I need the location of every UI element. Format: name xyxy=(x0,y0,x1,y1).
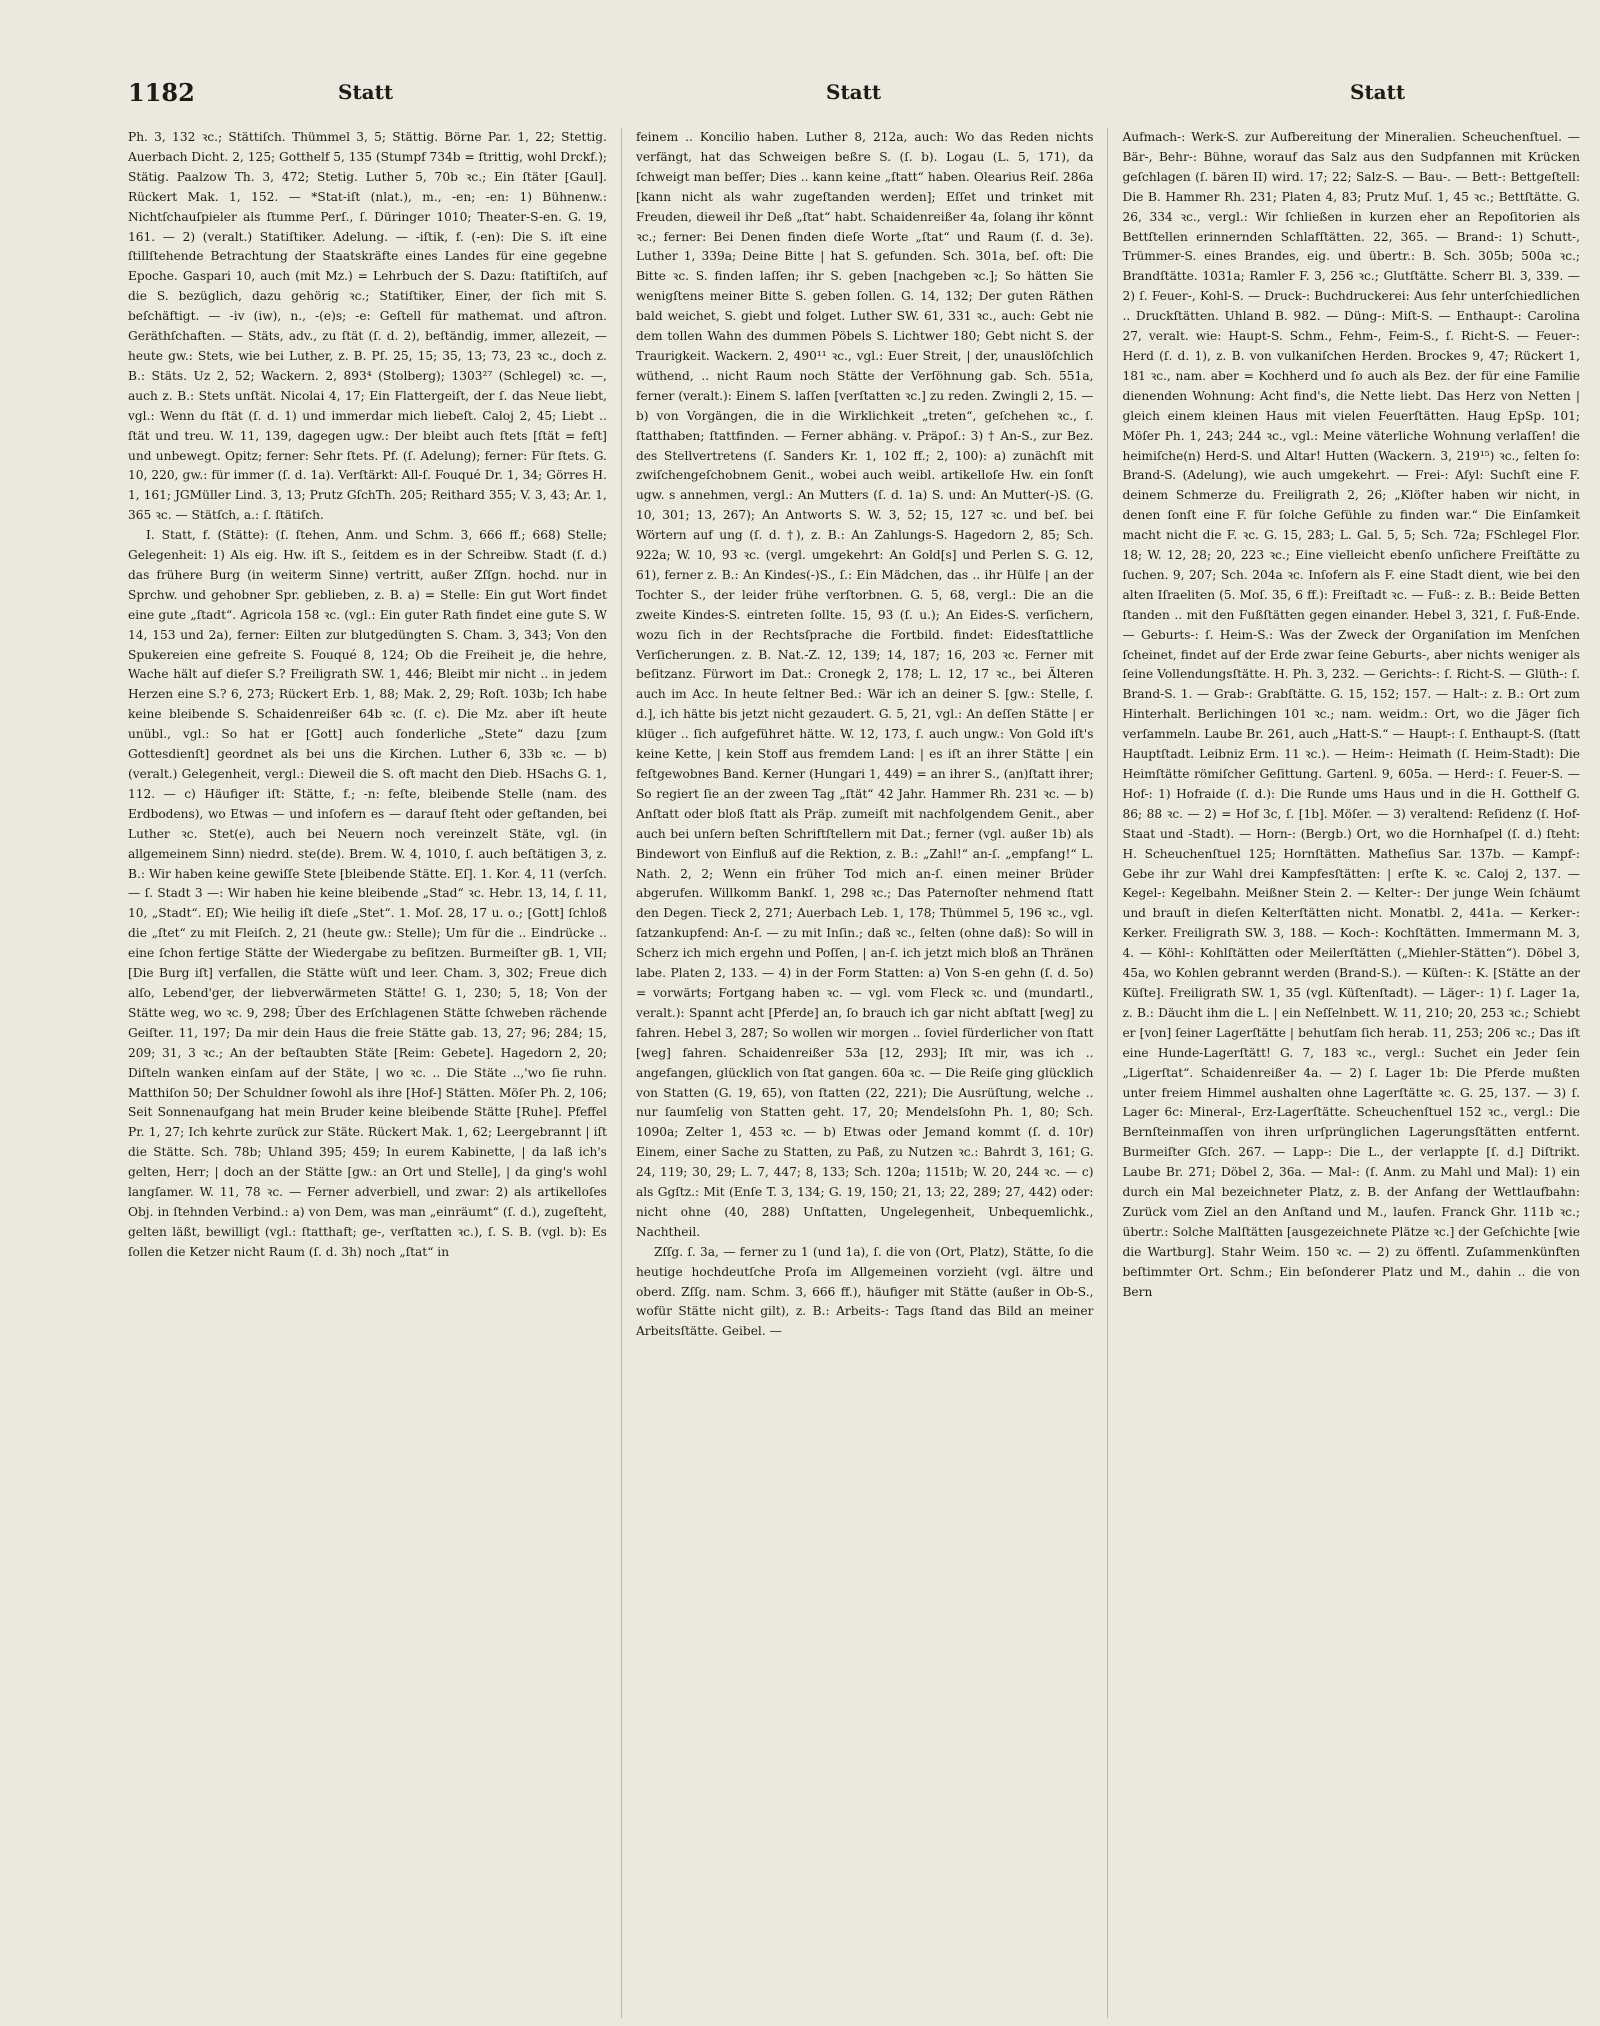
running-head-center: Statt xyxy=(826,80,882,104)
column-left xyxy=(128,128,622,2018)
entry-paragraph: Aufmach-: Werk-S. zur Aufbereitung der Mineralien. Scheuchenſtuel. — Bär-, Behr-: Bühne, worauf das Salz aus den Sudpfannen mit Krücken geſchlagen (ſ. bären II) wird. 17; 22; Salz-S. — Bau-. — Bett-: Bettgeſtell: Die B. Hammer Rh. 231; Platen 4, 83; Prutz Muſ. 1, 45 ꝛc.; Bettſtätte. G. 26, 334 ꝛc., vergl.: Wir ſchließen in kurzen eher an Repoſitorien als Bettſtellen erinnernden Schlafſtätten. 22, 365. — Brand-: 1) Schutt-, Trümmer-S. eines Brandes, eig. und übertr.: B. Sch. 305b; 500a ꝛc.; Brandſtätte. 1031a; Ramler F. 3, 256 ꝛc.; Glutſtätte. Scherr Bl. 3, 339. — 2) ſ. Feuer-, Kohl-S. — Druck-: Buchdruckerei: Aus ſehr unterſchiedlichen .. Druckſtätten. Uhland B. 982. — Düng-: Miſt-S. — Enthaupt-: Carolina 27, veralt. wie: Haupt-S. Schm., Fehm-, Feim-S., ſ. Richt-S. — Feuer-: Herd (ſ. d. 1), z. B. von vulkaniſchen Herden. Brockes 9, 47; Rückert 1, 181 ꝛc., nam. aber = Kochherd und ſo auch als Bez. der für eine Familie dienenden Wohnung: Acht find's, die Nette liebt. Das Herz von Netten | gleich einem kleinen Haus mit vielen Feuerſtätten. Haug EpSp. 101; Möſer Ph. 1, 243; 244 ꝛc., vgl.: Meine väterliche Wohnung verlaſſen! die heimiſche(n) Herd-S. und Altar! Hutten (Wackern. 3, 219¹⁵) ꝛc., ſelten ſo: Brand-S. (Adelung), wie auch umgekehrt. — Frei-: Aſyl: Suchſt eine F. deinem Schmerze du. Freiligrath 2, 26; „Klöſter haben wir nicht, in denen ſonſt eine F. für ſolche Gefühle zu finden war.“ Die Einſamkeit macht nicht die F. ꝛc. G. 15, 283; L. Gal. 5, 5; Sch. 72a; FSchlegel Flor. 18; W. 12, 28; 20, 223 ꝛc.; Eine vielleicht ebenſo unſichere Freiſtätte zu ſuchen. 9, 207; Sch. 204a ꝛc. Inſofern als F. eine Stadt dient, wie bei den alten Iſraeliten (5. Moſ. 35, 6 ff.): Freiſtadt ꝛc. — Fuß-: z. B.: Beide Betten ſtanden .. mit den Fußſtätten gegen einander. Hebel 3, 321, ſ. Fuß-Ende. — Geburts-: ſ. Heim-S.: Was der Zweck der Organiſation im Menſchen ſcheinet, findet auf der Erde zwar ſeine Geburts-, aber nichts weniger als ſeine Vollendungsſtätte. H. Ph. 3, 232. — Gerichts-: ſ. Richt-S. — Glüth-: ſ. Brand-S. 1. — Grab-: Grabſtätte. G. 15, 152; 157. — Halt-: z. B.: Ort zum Hinterhalt. Berlichingen 101 ꝛc.; nam. weidm.: Ort, wo die Jäger ſich verſammeln. Laube Br. 261, auch „Hatt-S.“ — Haupt-: ſ. Enthaupt-S. (ſtatt Hauptſtadt. Leibniz Erm. 11 ꝛc.). — Heim-: Heimath (ſ. Heim-Stadt): Die Heimſtätte römiſcher Geſittung. Gartenl. 9, 605a. — Herd-: ſ. Feuer-S. — Hof-: 1) Hofraide (ſ. d.): Die Runde ums Haus und in die H. Gotthelf G. 86; 88 ꝛc. — 2) = Hof 3c, ſ. [1b]. Möſer. — 3) veraltend: Reſidenz (ſ. Hof-Staat und -Stadt). — Horn-: (Bergb.) Ort, wo die Hornhaſpel (ſ. d.) ſteht: H. Scheuchenſtuel 125; Hornſtätten. Matheſius Sar. 137b. — Kampf-: Gebe ihr zur Wahl drei Kampfesſtätten: | erſte K. ꝛc. Caloj 2, 137. — Kegel-: Kegelbahn. Meißner Stein 2. — Kelter-: Der junge Wein ſchäumt und brauſt in dieſen Kelterſtätten nicht. Monatbl. 2, 441a. — Kerker-: Kerker. Freiligrath SW. 3, 188. — Koch-: Kochſtätten. Immermann M. 3, 4. — Köhl-: Kohlſtätten oder Meilerſtätten („Miehler-Stätten“). Döbel 3, 45a, wo Kohlen gebrannt werden (Brand-S.). — Küſten-: K. [Stätte an der Küſte]. Freiligrath SW. 1, 35 (vgl. Küſtenſtadt). — Läger-: 1) ſ. Lager 1a, z. B.: Däucht ihm die L. | ein Neſſelnbett. W. 11, 210; 20, 253 ꝛc.; Schiebt er [von] ſeiner Lagerſtätte | behutſam ſich herab. 11, 253; 206 ꝛc.; Das iſt eine Hunde-Lagerſtätt! G. 7, 183 ꝛc., vergl.: Suchet ein Jeder ſein „Ligerſtat“. Schaidenreißer 4a. — 2) ſ. Lager 1b: Die Pferde mußten unter freiem Himmel aushalten ohne Lagerſtätte ꝛc. G. 25, 137. — 3) ſ. Lager 6c: Mineral-, Erz-Lagerſtätte. Scheuchenſtuel 152 ꝛc., vergl.: Die Bernſteinmaſſen von ihren urſprünglichen Lagerungsſtätten entfernt. Burmeiſter Gſch. 267. — Lapp-: Die L., der verlappte [ſ. d.] Diſtrikt. Laube Br. 271; Döbel 2, 36a. — Mal-: (ſ. Anm. zu Mahl und Mal): 1) ein durch ein Mal bezeichneter Platz, z. B. der Anfang der Wettlaufbahn: Zurück vom Ziel an den Anſtand und M., laufen. Franck Ghr. 111b ꝛc.; übertr.: Solche Malſtätten [ausgezeichnete Plätze ꝛc.] der Geſchichte [wie die Wartburg]. Stahr Weim. 150 ꝛc. — 2) zu öffentl. Zuſammenkünften beſtimmter Ort. Schm.; Ein beſonderer Platz und M., dahin .. die von Bern xyxy=(1122,130,1580,1299)
page-header xyxy=(128,78,1580,114)
entry-paragraph: I. Statt, f. (Stätte): (ſ. ſtehen, Anm. und Schm. 3, 666 ff.; 668) Stelle; Gelegenheit: 1) Als eig. Hw. iſt S., ſeitdem es in der Schreibw. Stadt (ſ. d.) das frühere Burg (in weiterm Sinne) vertritt, außer Zſſgn. hochd. nur in Sprchw. und gehobner Spr. geblieben, z. B. a) = Stelle: Ein gut Wort findet eine gute „ſtadt“. Agricola 158 ꝛc. (vgl.: Ein guter Rath findet eine gute S. W 14, 153 und 2a), ferner: Eilten zur blutgedüngten S. Cham. 3, 343; Von den Spukereien eine gefreite S. Fouqué 8, 124; Ob die Freiheit je, die hehre, Wache hält auf dieſer S.? Freiligrath SW. 1, 446; Bleibt mir nicht .. in jedem Herzen eine S.? 6, 273; Rückert Erb. 1, 88; Mak. 2, 29; Roſt. 103b; Ich habe keine bleibende S. Schaidenreißer 64b ꝛc. (ſ. c). Die Mz. aber iſt heute unübl., vgl.: So hat er [Gott] auch ſonderliche „Stete“ dazu [zum Gottesdienſt] geordnet als bei uns die Kirchen. Luther 6, 33b ꝛc. — b) (veralt.) Gelegenheit, vergl.: Dieweil die S. oft macht den Dieb. HSachs G. 1, 112. — c) Häufiger iſt: Stätte, f.; -n: feſte, bleibende Stelle (nam. des Erdbodens), wo Etwas — und inſofern es — darauf ſteht oder geſtanden, bei Luther ꝛc. Stet(e), auch bei Neuern noch vereinzelt Stäte, vgl. (in allgemeinem Sinn) niedrd. ste(de). Brem. W. 4, 1010, ſ. auch beſtätigen 3, z. B.: Wir haben keine gewiſſe Stete [bleibende Stätte. Eſ]. 1. Kor. 4, 11 (verſch. — ſ. Stadt 3 —: Wir haben hie keine bleibende „Stad“ ꝛc. Hebr. 13, 14, ſ. 11, 10, „Stadt“. Eſ); Wie heilig iſt dieſe „Stet“. 1. Moſ. 28, 17 u. o.; [Gott] ſchloß die „ſtet“ zu mit Fleiſch. 2, 21 (heute gw.: Stelle); Um für die .. Eindrücke .. eine ſchon fertige Stätte der Wiedergabe zu beſitzen. Burmeiſter gB. 1, VII; [Die Burg iſt] verfallen, die Stätte wüſt und leer. Cham. 3, 302; Freue dich alſo, Lebend'ger, der liebverwärmeten Stätte! G. 1, 230; 5, 18; Von der Stätte weg, wo ꝛc. 9, 298; Über des Erſchlagenen Stätte ſchweben rächende Geiſter. 11, 197; Da mir dein Haus die freie Stätte gab. 13, 27; 96; 284; 15, 209; 31, 3 ꝛc.; An der beſtaubten Stäte [Reim: Gebete]. Hagedorn 2, 20; Diſteln wanken einſam auf der Stäte, | wo ꝛc. .. Die Stäte ..,'wo ſie ruhn. Matthiſon 50; Der Schuldner ſowohl als ihre [Hof-] Stätten. Möſer Ph. 2, 106; Seit Sonnenaufgang hat mein Bruder keine bleibende Stätte [Ruhe]. Pfeffel Pr. 1, 27; Ich kehrte zurück zur Stäte. Rückert Mak. 1, 62; Leergebrannt | iſt die Stätte. Sch. 78b; Uhland 395; 459; In eurem Kabinette, | da laß ich's gelten, Herr; | doch an der Stätte [gw.: an Ort und Stelle], | da ging's wohl langſamer. W. 11, 78 ꝛc. — Ferner adverbiell, und zwar: 2) als artikelloſes Obj. in ſtehnden Verbind.: a) von Dem, was man „einräumt“ (ſ. d.), zugeſteht, gelten läßt, bewilligt (vgl.: ſtatthaft; ge-, verſtatten ꝛc.), ſ. S. B. (vgl. b): Es ſollen die Ketzer nicht Raum (ſ. d. 3h) noch „ſtat“ in xyxy=(128,528,607,1259)
running-head-left: Statt xyxy=(338,80,394,104)
entry-paragraph: feinem .. Koncilio haben. Luther 8, 212a, auch: Wo das Reden nichts verfängt, hat das Schweigen beßre S. (ſ. b). Logau (L. 5, 171), da ſchweigt man beſſer; Dies .. kann keine „ſtatt“ haben. Olearius Reiſ. 286a [kann nicht als wahr zugeſtanden werden]; Eſſet und trinket mit Freuden, dieweil ihr Deß „ſtat“ habt. Schaidenreißer 4a, ſolang ihr könnt ꝛc.; ferner: Bei Denen finden dieſe Worte „ſtat“ und Raum (ſ. d. 3e). Luther 1, 339a; Deine Bitte | hat S. gefunden. Sch. 301a, beſ. oft: Die Bitte ꝛc. S. finden laſſen; ihr S. geben [nachgeben ꝛc.]; So hätten Sie wenigſtens meiner Bitte S. geben ſollen. G. 14, 132; Der guten Räthen bald weichet, S. giebt und folget. Luther SW. 61, 331 ꝛc., auch: Gebt nie dem tollen Wahn des dummen Pöbels S. Lichtwer 180; Gebt nicht S. der Traurigkeit. Wackern. 2, 490¹¹ ꝛc., vgl.: Euer Streit, | der, unauslöſchlich wüthend, .. nicht Raum noch Stätte der Verſöhnung gab. Sch. 551a, ferner (veralt.): Einem S. laſſen [verſtatten ꝛc.] zu reden. Zwingli 2, 15. — b) von Vorgängen, die in die Wirklichkeit „treten“, geſchehen ꝛc., ſ. ſtatthaben; ſtattfinden. — Ferner abhäng. v. Präpoſ.: 3) † An-S., zur Bez. des Stellvertretens (ſ. Sanders Kr. 1, 102 ff.; 2, 100): a) zunächſt mit zwiſchengeſchobnem Genit., wobei auch weibl. artikelloſe Hw. ein ſonſt ugw. s annehmen, vergl.: An Mutters (ſ. d. 1a) S. und: An Mutter(-)S. (G. 10, 301; 13, 267); An Antworts S. W. 3, 52; 15, 127 ꝛc. und beſ. bei Wörtern auf ung (ſ. d. †), z. B.: An Zahlungs-S. Hagedorn 2, 85; Sch. 922a; W. 10, 93 ꝛc. (vergl. umgekehrt: An Gold[s] und Perlen S. G. 12, 61), ferner z. B.: An Kindes(-)S., ſ.: Ein Mädchen, das .. ihr Hülfe | an der Tochter S., der leider frühe verſtorbnen. G. 5, 68, vergl.: Die an die zweite Kindes-S. eintreten ſollte. 15, 93 (ſ. u.); An Eides-S. verſichern, wozu ſich in der Rechtsſprache die Fortbild. findet: Eidesſtattliche Verſicherungen. z. B. Nat.-Z. 12, 139; 14, 187; 16, 203 ꝛc. Ferner mit beſitzanz. Fürwort im Dat.: Cronegk 2, 178; L. 12, 17 ꝛc., bei Älteren auch im Acc. In heute ſeltner Bed.: Wär ich an deiner S. [gw.: Stelle, ſ. d.], ich hätte bis jetzt nicht gezaudert. G. 5, 21, vgl.: An deſſen Stätte | er klüger .. ſich aufgeführet hätte. W. 12, 173, ſ. auch ungw.: Von Gold iſt's keine Kette, | kein Stoff aus fremdem Land: | es iſt an ihrer Stätte | ein feſtgewobnes Band. Kerner (Hungari 1, 449) = an ihrer S., (an)ſtatt ihrer; So regiert ſie an der zween Tag „ſtät“ 42 Jahr. Hammer Rh. 231 ꝛc. — b) Anſtatt oder bloß ſtatt als Präp. zumeiſt mit nachfolgendem Genit., aber auch bei unſern beſten Schriftſtellern mit Dat.; ferner (vgl. außer 1b) als Bindewort von Einfluß auf die Rektion, z. B.: „Zahl!“ an-ſ. „empfang!“ L. Nath. 2, 2; Wenn ein früher Tod mich an-ſ. einen meiner Brüder abgerufen. Willkomm Bankſ. 1, 298 ꝛc.; Das Paternoſter nehmend ſtatt den Degen. Tieck 2, 271; Auerbach Leb. 1, 178; Thümmel 5, 196 ꝛc., vgl. ſatzankupfend: An-ſ. — zu mit Inſin.; daß ꝛc., ſelten (ohne daß): So will in Scherz ich mich ergehn und Poſſen, | an-ſ. ich jetzt mich bloß an Thränen labe. Platen 2, 133. — 4) in der Form Statten: a) Von S-en gehn (ſ. d. 5o) = vorwärts; Fortgang haben ꝛc. — vgl. vom Fleck ꝛc. und (mundartl., veralt.): Spannt acht [Pferde] an, ſo brauch ich gar nicht abſtatt [weg] zu fahren. Hebel 3, 287; So wollen wir morgen .. ſoviel fürderlicher von ſtatt [weg] fahren. Schaidenreißer 53a [12, 293]; Iſt mir, was ich .. angefangen, glücklich von ſtat gangen. 60a ꝛc. — Die Reiſe ging glücklich von Statten (G. 19, 65), von ſtatten (22, 221); Die Ausrüſtung, welche .. nur ſaumſelig von Statten geht. 17, 20; Mendelsſohn Ph. 1, 80; Sch. 1090a; Zelter 1, 453 ꝛc. — b) Etwas oder Jemand kommt (ſ. d. 10r) Einem, einer Sache zu Statten, zu Paß, zu Nutzen ꝛc.: Bahrdt 3, 161; G. 24, 119; 30, 29; L. 7, 447; 8, 133; Sch. 120a; 1151b; W. 20, 244 ꝛc. — c) als Ggſtz.: Mit (Enſe T. 3, 134; G. 19, 150; 21, 13; 22, 289; 27, 442) oder: nicht ohne (40, 288) Unſtatten, Ungelegenheit, Unbequemlichk., Nachtheil. xyxy=(635,130,1094,1239)
page-number: 1182 xyxy=(128,78,195,107)
entry-paragraph: Zſſg. ſ. 3a, — ferner zu 1 (und 1a), ſ. die von (Ort, Platz), Stätte, ſo die heutige hochdeutſche Proſa im Allgemeinen vorzieht (vgl. ältre und oberd. Zſſg. nam. Schm. 3, 666 ff.), häufiger mit Stätte (außer in Ob-S., wofür Stätte nicht gilt), z. B.: Arbeits-: Tags ſtand das Bild an meiner Arbeitsſtätte. Geibel. — xyxy=(635,1244,1094,1339)
running-head-right: Statt xyxy=(1350,80,1406,104)
column-right xyxy=(1108,128,1580,2018)
entry-paragraph: Ph. 3, 132 ꝛc.; Stättiſch. Thümmel 3, 5; Stättig. Börne Par. 1, 22; Stettig. Auerbach Dicht. 2, 125; Gotthelf 5, 135 (Stumpf 734b = ſtrittig, wohl Drckf.); Stätig. Paalzow Th. 3, 472; Stetig. Luther 5, 70b ꝛc.; Ein ſtäter [Gaul]. Rückert Mak. 1, 152. — *Stat-iſt (nlat.), m., -en; -en: 1) Bühnenw.: Nichtſchauſpieler als ſtumme Perſ., ſ. Düringer 1010; Theater-S-en. G. 19, 161. — 2) (veralt.) Statiſtiker. Adelung. — -iſtik, f. (-en): Die S. iſt eine ſtillſtehende Betrachtung der Staatskräfte eines Landes für eine gegebne Epoche. Gaspari 10, auch (mit Mz.) = Lehrbuch der S. Dazu: ſtatiſtiſch, auf die S. bezüglich, dazu gehörig ꝛc.; Statiſtiker, Einer, der ſich mit S. beſchäftigt. — -iv (iw), n., -(e)s; -e: Geſtell für mathemat. und aſtron. Geräthſchaften. — Stäts, adv., zu ſtät (ſ. d. 2), beſtändig, immer, allezeit, — heute gw.: Stets, wie bei Luther, z. B. Pſ. 25, 15; 35, 13; 73, 23 ꝛc., doch z. B.: Stäts. Uz 2, 52; Wackern. 2, 893⁴ (Stolberg); 1303²⁷ (Schlegel) ꝛc. —, auch z. B.: Stets unſtät. Nicolai 4, 17; Ein Flattergeiſt, der ſ. das Neue liebt, vgl.: Wenn du ſtät (ſ. d. 1) und immerdar mich liebeſt. Caloj 2, 45; Liebt .. ſtät und treu. W. 11, 139, dagegen ugw.: Der bleibt auch ſtets [ſtät = feſt] und unbewegt. Opitz; ferner: Sehr ſtets. Pf. (ſ. Adelung); ferner: Für ſtets. G. 10, 220, gw.: für immer (ſ. d. 1a). Verſtärkt: All-ſ. Fouqué Dr. 1, 34; Görres H. 1, 161; JGMüller Lind. 3, 13; Prutz GſchTh. 205; Reithard 355; V. 3, 43; Ar. 1, 365 ꝛc. — Stätſch, a.: ſ. ſtätiſch. xyxy=(128,130,607,523)
text-columns xyxy=(128,128,1580,2026)
column-middle xyxy=(622,128,1109,2018)
